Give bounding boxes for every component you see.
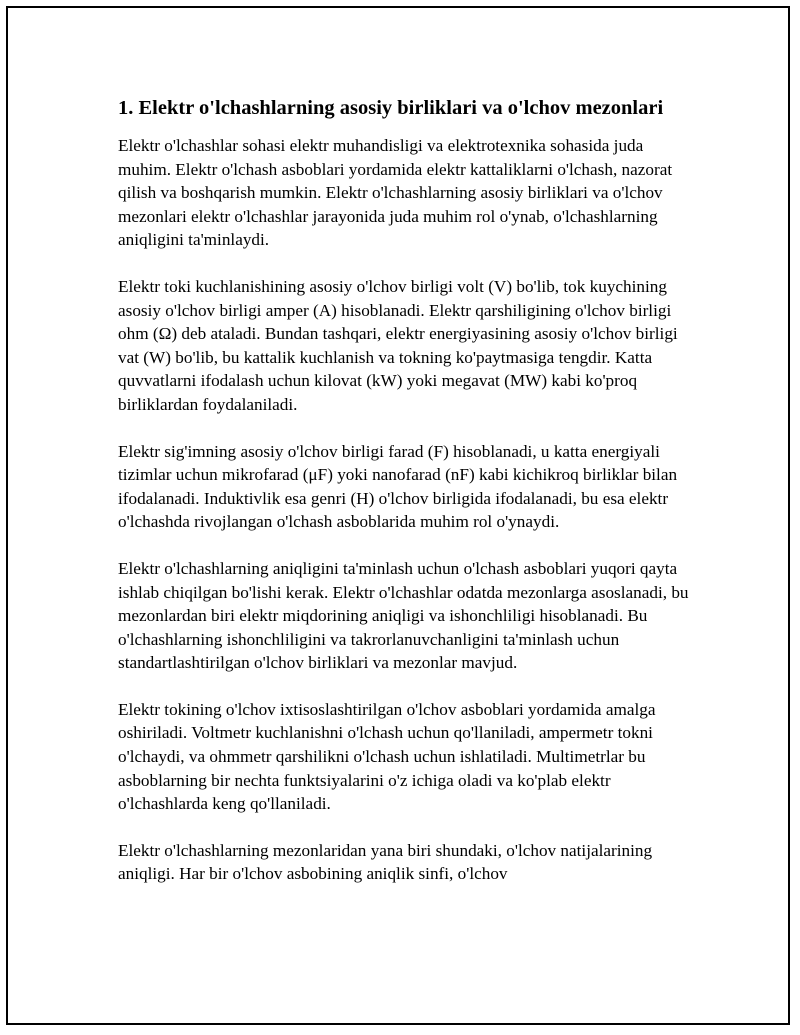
paragraph-2: Elektr toki kuchlanishining asosiy o'lchov birligi volt (V) bo'lib, tok kuychining asosiy o'lchov birligi amper (A) hisoblanadi. Elektr qarshiligining o'lchov birligi ohm (Ω) deb ataladi. Bundan tashqari, elektr energiyasining asosiy o'lchov birligi vat (W) bo'lib, bu kattalik kuchlanish va tokning ko'paytmasiga tengdir. Katta quvvatlarni ifodalash uchun kilovat (kW) yoki megavat (MW) kabi ko'proq birliklardan foydalaniladi. <box>118 276 678 414</box>
paragraph-3: Elektr sig'imning asosiy o'lchov birligi farad (F) hisoblanadi, u katta energiyali tizimlar uchun mikrofarad (μF) yoki nanofarad (nF) kabi kichikroq birliklar bilan ifodalanadi. Induktivlik esa genri (H) o'lchov birligida ifodalanadi, bu esa elektr o'lchashda rivojlangan o'lchash asboblarida muhim rol o'ynaydi. <box>118 441 678 532</box>
paragraph-1: Elektr o'lchashlar sohasi elektr muhandisligi va elektrotexnika sohasida juda muhim. Elektr o'lchash asboblari yordamida elektr kattaliklarni o'lchash, nazorat qilish va boshqarish mumkin. Elektr o'lchashlarning asosiy birliklari va o'lchov mezonlari elektr o'lchashlar jarayonida juda muhim rol o'ynab, o'lchashlarning aniqligini ta'minlaydi. <box>118 136 673 250</box>
section-heading: 1. Elektr o'lchashlarning asosiy birliklari va o'lchov mezonlari <box>118 97 664 119</box>
paragraph-5: Elektr tokining o'lchov ixtisoslashtirilgan o'lchov asboblari yordamida amalga oshiriladi. Voltmetr kuchlanishni o'lchash uchun qo'llaniladi, ampermetr tokni o'lchaydi, va ohmmetr qarshilikni o'lchash uchun ishlatiladi. Multimetrlar bu asboblarning bir nechta funktsiyalarini o'z ichiga oladi va ko'plab elektr o'lchashlarda keng qo'llaniladi. <box>118 699 656 814</box>
document-body <box>118 94 693 909</box>
paragraph-6: Elektr o'lchashlarning mezonlaridan yana biri shundaki, o'lchov natijalarining aniqligi. Har bir o'lchov asbobining aniqlik sinfi, o'lchov <box>118 840 653 884</box>
paragraph-4: Elektr o'lchashlarning aniqligini ta'minlash uchun o'lchash asboblari yuqori qayta ishlab chiqilgan bo'lishi kerak. Elektr o'lchashlar odatda mezonlarga asoslanadi, bu mezonlardan biri elektr miqdorining aniqligi va ishonchliligi hisoblanadi. Bu o'lchashlarning ishonchliligini va takrorlanuvchanligini ta'minlash uchun standartlashtirilgan o'lchov birliklari va mezonlar mavjud. <box>118 558 689 673</box>
